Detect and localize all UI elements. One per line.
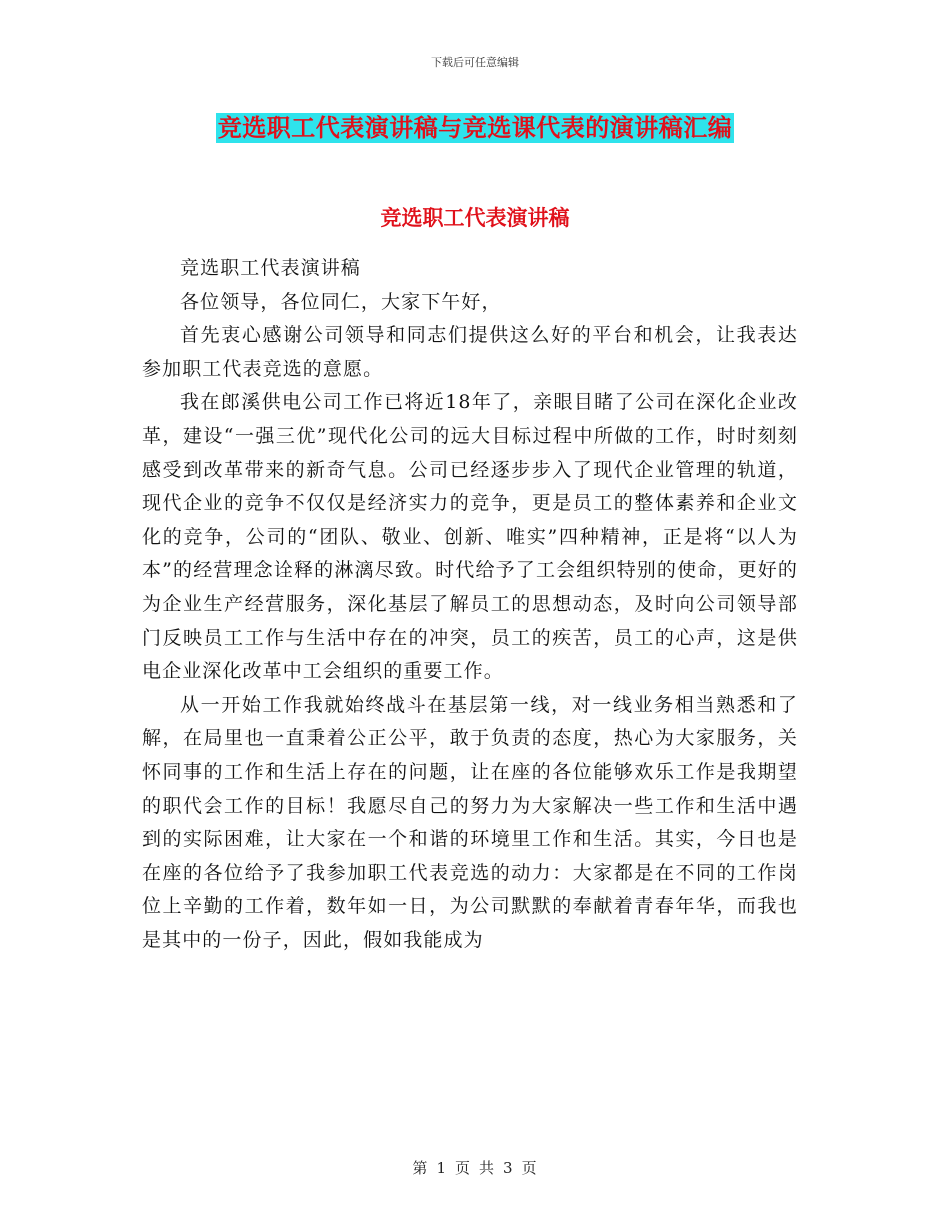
paragraph: 我在郎溪供电公司工作已将近18年了，亲眼目睹了公司在深化企业改革，建设“一强三优”现代化公司的远大目标过程中所做的工作，时时刻刻感受到改革带来的新奇气息。公司已经逐步步入了现代企业管理的轨道，现代企业的竞争不仅仅是经济实力的竞争，更是员工的整体素养和企业文化的竞争，公司的“团队、敬业、创新、唯实”四种精神，正是将“以人为本”的经营理念诠释的淋漓尽致。时代给予了工会组织特别的使命，更好的为企业生产经营服务，深化基层了解员工的思想动态，及时向公司领导部门反映员工工作与生活中存在的冲突，员工的疾苦，员工的心声，这是供电企业深化改革中工会组织的重要工作。 <box>142 391 798 683</box>
document-title-text: 竞选职工代表演讲稿与竞选课代表的演讲稿汇编 <box>217 113 733 142</box>
paragraph: 首先衷心感谢公司领导和同志们提供这么好的平台和机会，让我表达参加职工代表竞选的意愿。 <box>142 324 798 380</box>
footer-label-total: 共 <box>479 1159 496 1177</box>
document-title <box>0 113 950 145</box>
section-title: 竞选职工代表演讲稿 <box>380 205 570 230</box>
paragraph: 各位领导，各位同仁，大家下午好， <box>180 290 502 313</box>
document-body <box>142 252 798 957</box>
paragraph: 从一开始工作我就始终战斗在基层第一线，对一线业务相当熟悉和了解，在局里也一直秉着公正公平，敢于负责的态度，热心为大家服务，关怀同事的工作和生活上存在的问题，让在座的各位能够欢乐工作是我期望的职代会工作的目标！我愿尽自己的努力为大家解决一些工作和生活中遇到的实际困难，让大家在一个和谐的环境里工作和生活。其实，今日也是在座的各位给予了我参加职工代表竞选的动力：大家都是在不同的工作岗位上辛勤的工作着，数年如一日，为公司默默的奉献着青春年华，而我也是其中的一份子，因此，假如我能成为 <box>142 693 798 951</box>
paragraph: 竞选职工代表演讲稿 <box>180 257 361 279</box>
footer-label-page-unit: 页 <box>454 1159 471 1177</box>
footer-current-page: 1 <box>436 1159 447 1177</box>
footer-label-page: 第 <box>412 1159 429 1177</box>
header-note: 下载后可任意编辑 <box>431 56 519 69</box>
footer-total-pages: 3 <box>503 1159 514 1177</box>
footer-label-total-unit: 页 <box>521 1159 538 1177</box>
page-footer <box>0 1157 950 1178</box>
